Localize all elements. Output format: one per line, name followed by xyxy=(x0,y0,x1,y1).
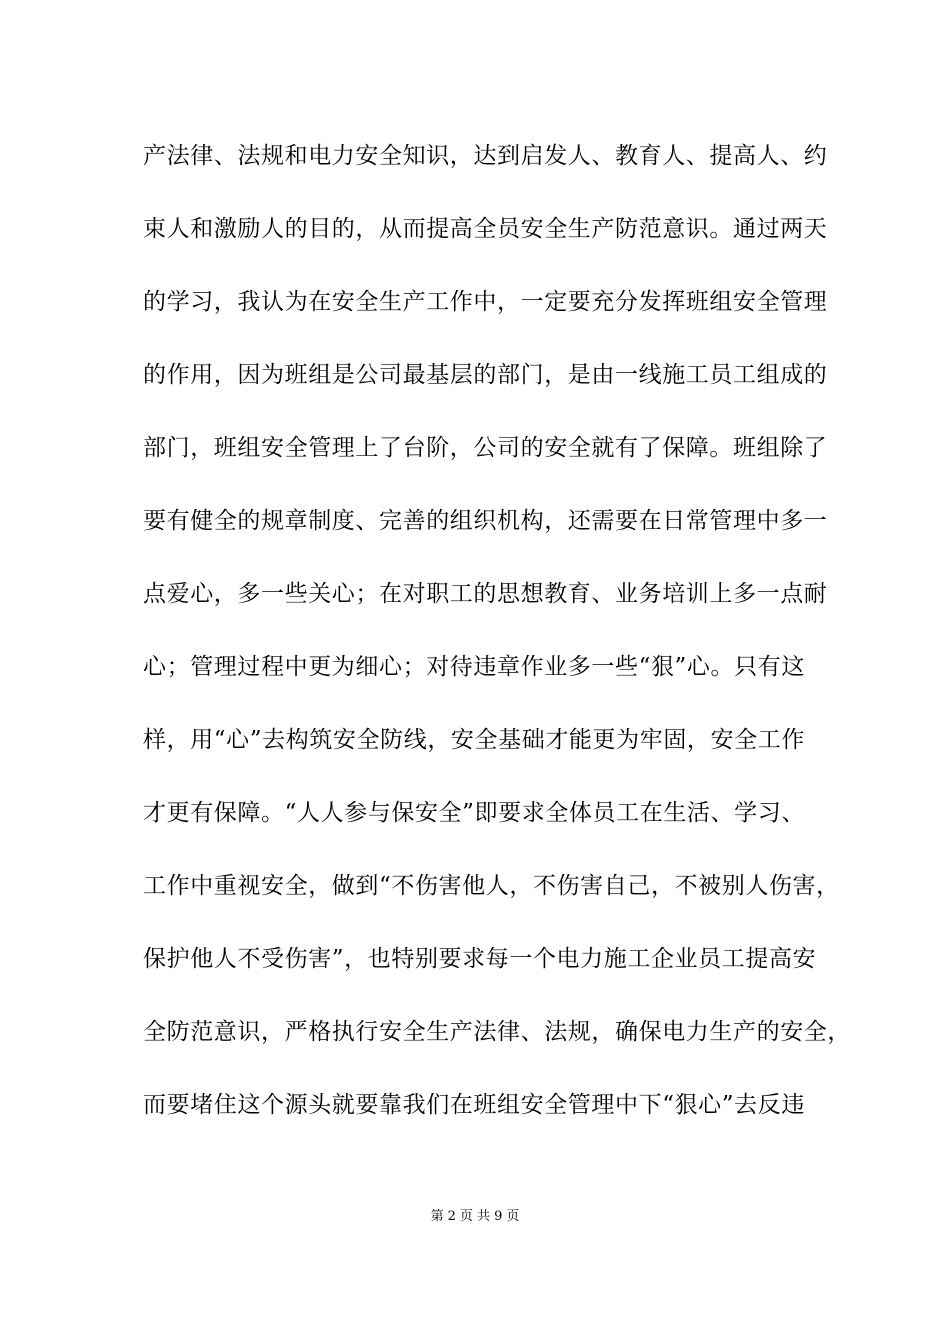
text-line-4: 的作用，因为班组是公司最基层的部门，是由一线施工员工组成的 xyxy=(143,362,828,388)
text-line-6: 要有健全的规章制度、完善的组织机构，还需要在日常管理中多一 xyxy=(143,508,828,534)
text-line-9: 样，用“心”去构筑安全防线，安全基础才能更为牢固，安全工作 xyxy=(143,727,805,753)
text-line-14: 而要堵住这个源头就要靠我们在班组安全管理中下“狠心”去反违 xyxy=(143,1092,805,1118)
text-line-13: 全防范意识，严格执行安全生产法律、法规，确保电力生产的安全， xyxy=(143,1019,851,1045)
footer-middle: 页 共 xyxy=(459,1209,491,1224)
page-footer xyxy=(0,1208,950,1226)
text-line-5: 部门，班组安全管理上了台阶，公司的安全就有了保障。班组除了 xyxy=(143,435,828,461)
footer-prefix: 第 xyxy=(430,1209,444,1224)
text-line-8: 心；管理过程中更为细心；对待违章作业多一些“狠”心。只有这 xyxy=(143,654,805,680)
text-line-2: 束人和激励人的目的，从而提高全员安全生产防范意识。通过两天 xyxy=(143,216,828,242)
text-line-10: 才更有保障。“人人参与保安全”即要求全体员工在生活、学习、 xyxy=(143,800,805,826)
text-line-1: 产法律、法规和电力安全知识，达到启发人、教育人、提高人、约 xyxy=(143,143,828,169)
footer-current-page: 2 xyxy=(447,1209,456,1224)
footer-total-pages: 9 xyxy=(494,1209,503,1224)
text-line-3: 的学习，我认为在安全生产工作中，一定要充分发挥班组安全管理 xyxy=(143,289,828,315)
text-line-11: 工作中重视安全，做到“不伤害他人，不伤害自己，不被别人伤害， xyxy=(143,873,840,899)
text-line-7: 点爱心，多一些关心；在对职工的思想教育、业务培训上多一点耐 xyxy=(143,581,828,607)
text-line-12: 保护他人不受伤害”，也特别要求每一个电力施工企业员工提高安 xyxy=(143,946,817,972)
footer-suffix: 页 xyxy=(506,1209,520,1224)
